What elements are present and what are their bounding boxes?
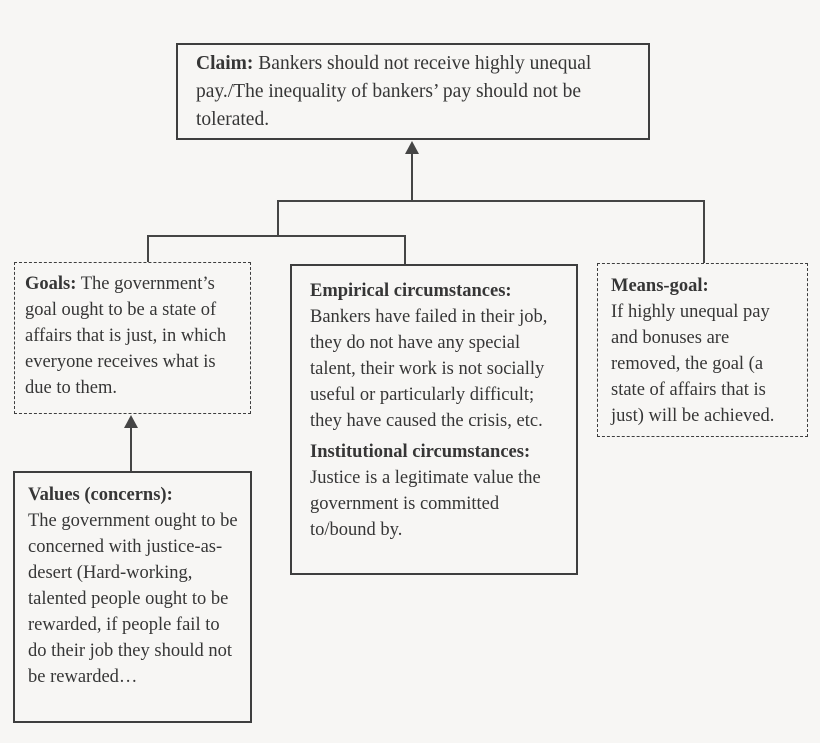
connector-sub-bracket (147, 235, 406, 237)
means-goal-label: Means-goal: (611, 276, 709, 296)
empirical-text: Bankers have failed in their job, they do not have any special talent, their work is not socially useful or particularly difficult; they have caused the crisis, etc. (310, 307, 548, 431)
connector-left-drop (277, 200, 279, 237)
connector-claim-stem (411, 151, 413, 202)
connector-to-goals (147, 235, 149, 264)
values-paragraph (28, 482, 239, 690)
connector-to-empirical (404, 235, 406, 266)
goals-label: Goals: (25, 274, 77, 294)
claim-text: Bankers should not receive highly unequal pay./The inequality of bankers’ pay should not be tolerated. (196, 53, 592, 130)
empirical-label: Empirical circumstances: (310, 281, 512, 301)
institutional-text: Justice is a legitimate value the government is committed to/bound by. (310, 468, 541, 540)
empirical-paragraph (310, 278, 554, 434)
claim-label: Claim: (196, 53, 254, 74)
goals-text: The government’s goal ought to be a state of affairs that is just, in which everyone receives what is due to them. (25, 274, 227, 398)
means-goal-node (597, 263, 808, 437)
claim-paragraph (196, 50, 632, 134)
connector-values-stem (130, 426, 132, 473)
claim-node (176, 43, 650, 140)
institutional-label: Institutional circumstances: (310, 442, 531, 462)
circumstances-node (290, 264, 578, 575)
values-text: The government ought to be concerned with justice-as-desert (Hard-working, talented people ought to be rewarded, if people fail to do their job they should not be rewarded… (28, 511, 238, 687)
values-node (13, 471, 252, 723)
goals-paragraph (25, 271, 230, 401)
means-goal-paragraph (611, 273, 798, 429)
connector-top-bracket (277, 200, 705, 202)
institutional-paragraph (310, 439, 554, 543)
goals-node (14, 262, 251, 414)
connector-to-means-goal (703, 200, 705, 265)
means-goal-text: If highly unequal pay and bonuses are removed, the goal (a state of affairs that is just) will be achieved. (611, 302, 775, 426)
values-label: Values (concerns): (28, 485, 173, 505)
